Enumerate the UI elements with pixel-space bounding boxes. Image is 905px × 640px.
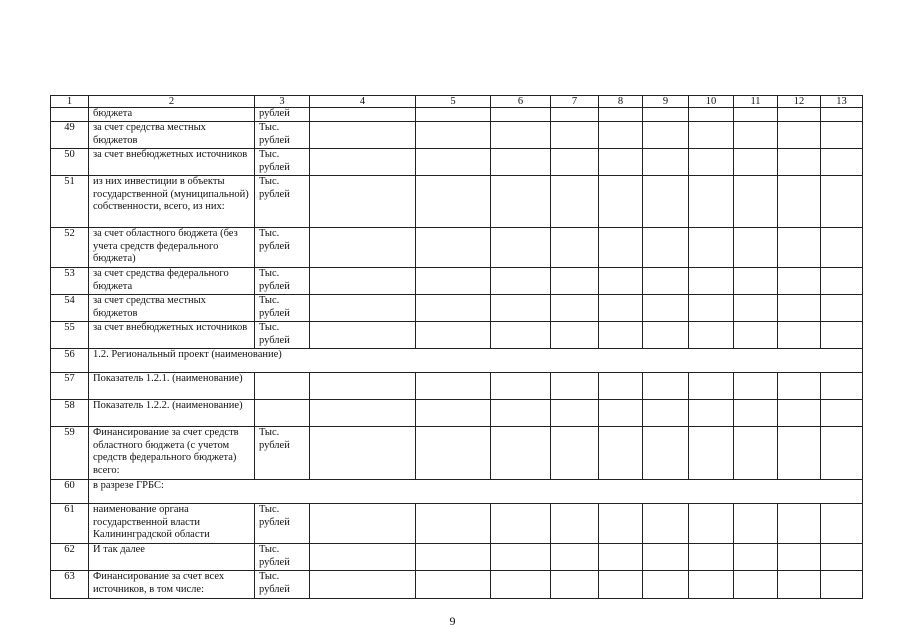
row-label: за счет внебюджетных источников [89, 322, 255, 349]
value-cell [821, 504, 863, 544]
row-number: 53 [51, 268, 89, 295]
value-cell [778, 373, 821, 400]
column-header: 7 [551, 96, 599, 108]
value-cell [689, 176, 734, 228]
value-cell [643, 295, 689, 322]
value-cell [551, 108, 599, 122]
value-cell [310, 571, 416, 599]
value-cell [416, 400, 491, 427]
row-number: 61 [51, 504, 89, 544]
row-number: 51 [51, 176, 89, 228]
value-cell [551, 228, 599, 268]
row-number: 57 [51, 373, 89, 400]
value-cell [643, 149, 689, 176]
value-cell [491, 122, 551, 149]
unit-cell: Тыс. рублей [255, 322, 310, 349]
value-cell [551, 427, 599, 480]
unit-cell: Тыс. рублей [255, 268, 310, 295]
column-header: 9 [643, 96, 689, 108]
value-cell [416, 427, 491, 480]
value-cell [689, 295, 734, 322]
value-cell [416, 373, 491, 400]
table-row [51, 322, 863, 349]
value-cell [599, 571, 643, 599]
value-cell [491, 149, 551, 176]
value-cell [734, 571, 778, 599]
value-cell [491, 427, 551, 480]
column-header: 2 [89, 96, 255, 108]
row-label: Финансирование за счет средств областного бюджета (с учетом средств федерального бюджета) всего: [89, 427, 255, 480]
value-cell [551, 295, 599, 322]
value-cell [416, 295, 491, 322]
value-cell [689, 108, 734, 122]
row-number: 58 [51, 400, 89, 427]
value-cell [551, 149, 599, 176]
value-cell [734, 122, 778, 149]
value-cell [734, 322, 778, 349]
row-label: Показатель 1.2.2. (наименование) [89, 400, 255, 427]
value-cell [643, 268, 689, 295]
row-number: 55 [51, 322, 89, 349]
value-cell [821, 571, 863, 599]
unit-cell: Тыс. рублей [255, 149, 310, 176]
page-number: 9 [449, 614, 456, 628]
value-cell [778, 176, 821, 228]
value-cell [821, 322, 863, 349]
unit-cell: рублей [255, 108, 310, 122]
column-header: 1 [51, 96, 89, 108]
value-cell [310, 373, 416, 400]
value-cell [821, 268, 863, 295]
value-cell [551, 400, 599, 427]
value-cell [599, 427, 643, 480]
table-row [51, 295, 863, 322]
row-label: за счет средства местных бюджетов [89, 295, 255, 322]
value-cell [310, 322, 416, 349]
value-cell [643, 122, 689, 149]
row-number: 56 [51, 349, 89, 373]
value-cell [310, 504, 416, 544]
value-cell [734, 295, 778, 322]
value-cell [821, 400, 863, 427]
value-cell [599, 295, 643, 322]
value-cell [310, 149, 416, 176]
value-cell [643, 176, 689, 228]
value-cell [491, 176, 551, 228]
value-cell [310, 295, 416, 322]
value-cell [310, 427, 416, 480]
row-label: 1.2. Региональный проект (наименование) [89, 349, 863, 373]
value-cell [821, 149, 863, 176]
row-label: Показатель 1.2.1. (наименование) [89, 373, 255, 400]
value-cell [734, 176, 778, 228]
row-label: за счет областного бюджета (без учета средств федерального бюджета) [89, 228, 255, 268]
value-cell [689, 268, 734, 295]
row-label: за счет средства федерального бюджета [89, 268, 255, 295]
value-cell [734, 504, 778, 544]
row-number: 63 [51, 571, 89, 599]
table-row [51, 176, 863, 228]
value-cell [689, 571, 734, 599]
value-cell [778, 322, 821, 349]
table-row [51, 349, 863, 373]
value-cell [599, 504, 643, 544]
table-row [51, 427, 863, 480]
indicators-table [50, 95, 863, 599]
unit-cell: Тыс. рублей [255, 504, 310, 544]
column-header: 5 [416, 96, 491, 108]
unit-cell: Тыс. рублей [255, 295, 310, 322]
value-cell [734, 108, 778, 122]
column-header: 10 [689, 96, 734, 108]
value-cell [416, 544, 491, 571]
value-cell [778, 149, 821, 176]
value-cell [643, 108, 689, 122]
value-cell [491, 544, 551, 571]
value-cell [643, 322, 689, 349]
column-header: 6 [491, 96, 551, 108]
value-cell [643, 373, 689, 400]
column-header: 12 [778, 96, 821, 108]
value-cell [689, 504, 734, 544]
value-cell [310, 400, 416, 427]
value-cell [551, 504, 599, 544]
value-cell [734, 544, 778, 571]
value-cell [643, 427, 689, 480]
column-header: 11 [734, 96, 778, 108]
value-cell [491, 504, 551, 544]
value-cell [551, 122, 599, 149]
value-cell [734, 373, 778, 400]
value-cell [821, 176, 863, 228]
unit-cell: Тыс. рублей [255, 544, 310, 571]
value-cell [416, 176, 491, 228]
value-cell [599, 400, 643, 427]
value-cell [821, 108, 863, 122]
value-cell [778, 108, 821, 122]
row-number: 62 [51, 544, 89, 571]
value-cell [689, 122, 734, 149]
value-cell [689, 400, 734, 427]
row-label: за счет внебюджетных источников [89, 149, 255, 176]
value-cell [778, 400, 821, 427]
value-cell [491, 571, 551, 599]
value-cell [643, 228, 689, 268]
value-cell [643, 544, 689, 571]
value-cell [491, 108, 551, 122]
value-cell [599, 228, 643, 268]
value-cell [310, 228, 416, 268]
value-cell [491, 322, 551, 349]
row-label: наименование органа государственной власти Калининградской области [89, 504, 255, 544]
value-cell [416, 571, 491, 599]
value-cell [689, 228, 734, 268]
value-cell [643, 571, 689, 599]
value-cell [551, 322, 599, 349]
row-number: 54 [51, 295, 89, 322]
value-cell [778, 544, 821, 571]
value-cell [689, 149, 734, 176]
value-cell [599, 108, 643, 122]
value-cell [821, 544, 863, 571]
row-number: 59 [51, 427, 89, 480]
row-number: 60 [51, 480, 89, 504]
value-cell [551, 268, 599, 295]
value-cell [491, 228, 551, 268]
unit-cell: Тыс. рублей [255, 571, 310, 599]
column-header: 13 [821, 96, 863, 108]
value-cell [599, 176, 643, 228]
table-row [51, 504, 863, 544]
unit-cell: Тыс. рублей [255, 122, 310, 149]
table-row [51, 480, 863, 504]
value-cell [551, 373, 599, 400]
value-cell [821, 427, 863, 480]
value-cell [734, 268, 778, 295]
row-label: И так далее [89, 544, 255, 571]
value-cell [416, 149, 491, 176]
value-cell [599, 544, 643, 571]
column-header: 3 [255, 96, 310, 108]
value-cell [689, 544, 734, 571]
value-cell [416, 108, 491, 122]
row-label: из них инвестиции в объекты государственной (муниципальной) собственности, всего, из них: [89, 176, 255, 228]
header-row [51, 96, 863, 108]
value-cell [491, 373, 551, 400]
value-cell [821, 122, 863, 149]
unit-cell [255, 373, 310, 400]
value-cell [310, 108, 416, 122]
value-cell [778, 295, 821, 322]
value-cell [310, 122, 416, 149]
value-cell [778, 427, 821, 480]
value-cell [416, 228, 491, 268]
row-label: Финансирование за счет всех источников, в том числе: [89, 571, 255, 599]
table-row [51, 400, 863, 427]
value-cell [821, 373, 863, 400]
value-cell [778, 228, 821, 268]
value-cell [643, 400, 689, 427]
unit-cell [255, 400, 310, 427]
unit-cell: Тыс. рублей [255, 427, 310, 480]
value-cell [599, 322, 643, 349]
value-cell [599, 373, 643, 400]
value-cell [491, 400, 551, 427]
value-cell [689, 322, 734, 349]
value-cell [643, 504, 689, 544]
value-cell [778, 504, 821, 544]
value-cell [551, 544, 599, 571]
row-number [51, 108, 89, 122]
value-cell [551, 176, 599, 228]
table-row [51, 268, 863, 295]
table-row [51, 373, 863, 400]
column-header: 4 [310, 96, 416, 108]
value-cell [491, 268, 551, 295]
value-cell [491, 295, 551, 322]
table-row [51, 571, 863, 599]
table-row [51, 544, 863, 571]
row-number: 49 [51, 122, 89, 149]
value-cell [599, 122, 643, 149]
table-row [51, 149, 863, 176]
value-cell [689, 373, 734, 400]
table-row [51, 122, 863, 149]
row-number: 50 [51, 149, 89, 176]
value-cell [599, 149, 643, 176]
unit-cell: Тыс. рублей [255, 228, 310, 268]
table-row [51, 228, 863, 268]
row-number: 52 [51, 228, 89, 268]
value-cell [310, 268, 416, 295]
row-label: за счет средства местных бюджетов [89, 122, 255, 149]
row-label: в разрезе ГРБС: [89, 480, 863, 504]
value-cell [778, 268, 821, 295]
value-cell [599, 268, 643, 295]
value-cell [416, 122, 491, 149]
value-cell [734, 400, 778, 427]
row-label: бюджета [89, 108, 255, 122]
value-cell [778, 571, 821, 599]
value-cell [310, 176, 416, 228]
value-cell [689, 427, 734, 480]
value-cell [778, 122, 821, 149]
value-cell [821, 228, 863, 268]
value-cell [821, 295, 863, 322]
column-header: 8 [599, 96, 643, 108]
value-cell [416, 322, 491, 349]
value-cell [734, 149, 778, 176]
value-cell [310, 544, 416, 571]
value-cell [551, 571, 599, 599]
value-cell [416, 504, 491, 544]
value-cell [416, 268, 491, 295]
table-row [51, 108, 863, 122]
value-cell [734, 427, 778, 480]
value-cell [734, 228, 778, 268]
unit-cell: Тыс. рублей [255, 176, 310, 228]
